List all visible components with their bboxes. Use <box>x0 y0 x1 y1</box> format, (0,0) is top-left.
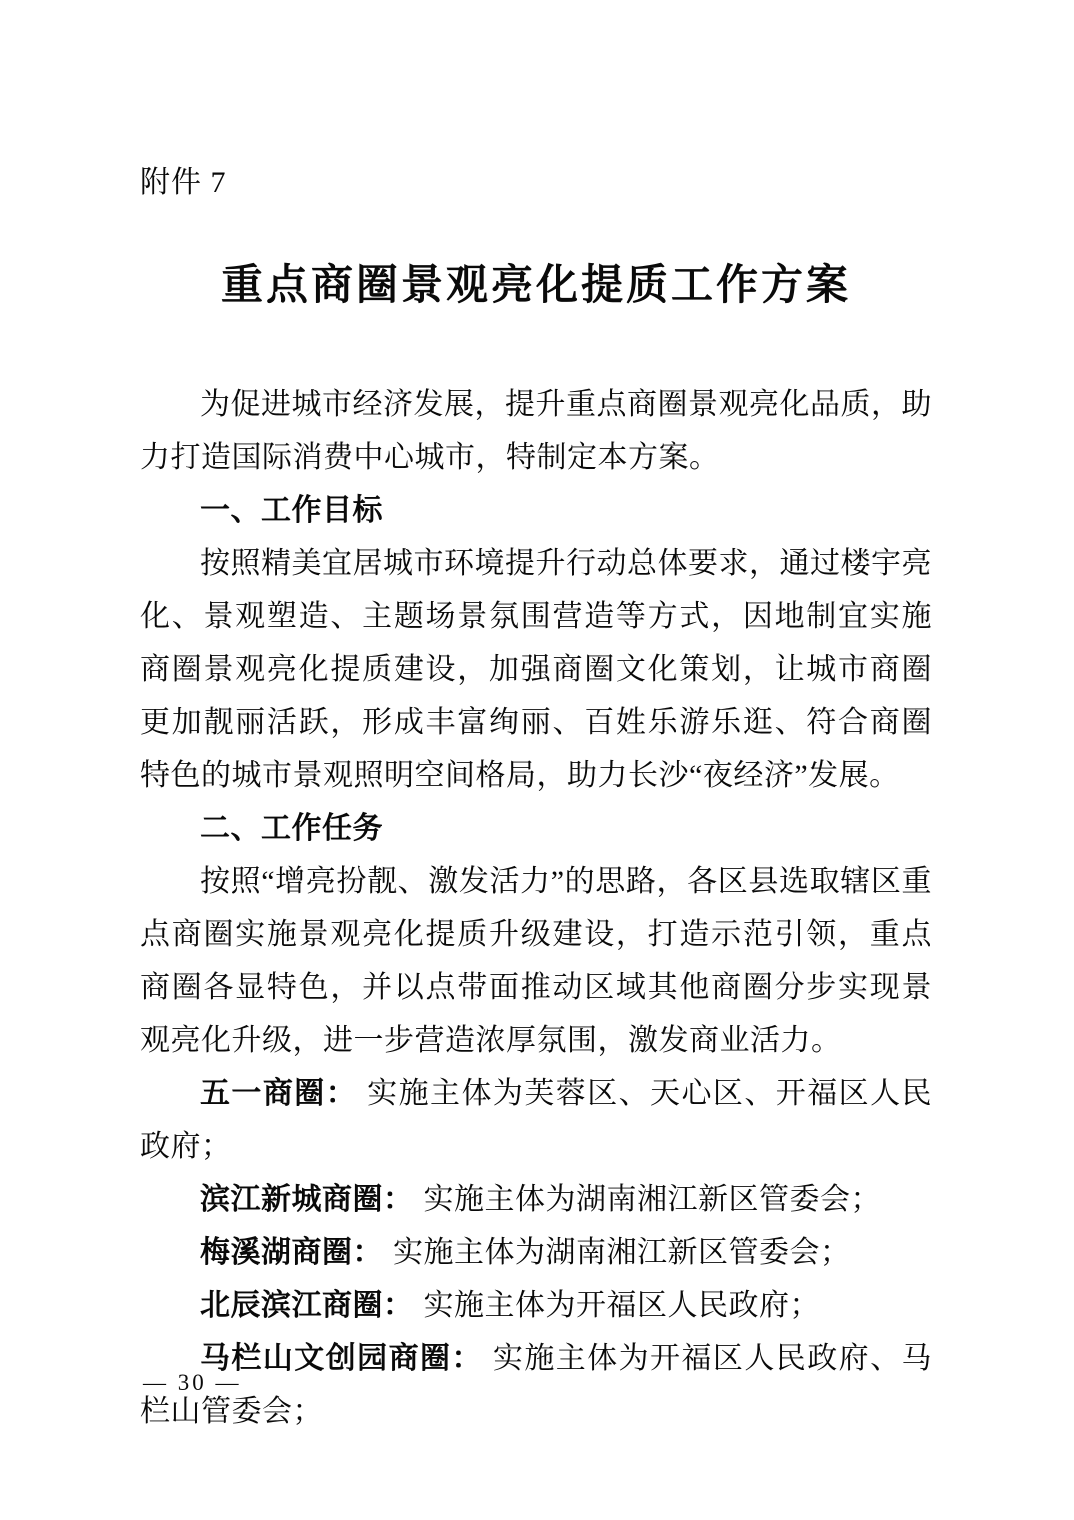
section-2-paragraph: 按照“增亮扮靓、激发活力”的思路，各区县选取辖区重点商圈实施景观亮化提质升级建设，打造示范引领，重点商圈各显特色，并以点带面推动区域其他商圈分步实现景观亮化升级，进一步营造浓厚氛围，激发商业活力。 <box>140 865 932 1057</box>
district-item-wuyi <box>140 1067 932 1173</box>
district-detail: 实施主体为湖南湘江新区管委会； <box>393 1236 851 1269</box>
page-number: — 30 — <box>143 1370 242 1395</box>
document-title: 重点商圈景观亮化提质工作方案 <box>220 263 851 309</box>
district-detail: 实施主体为开福区人民政府； <box>423 1289 820 1322</box>
district-detail: 实施主体为湖南湘江新区管委会； <box>423 1183 881 1216</box>
district-name: 滨江新城商圈： <box>200 1183 414 1216</box>
district-detail: 实施主体为芙蓉区、天心区、开福区人民政府； <box>140 1077 933 1163</box>
district-name: 北辰滨江商圈： <box>200 1289 414 1322</box>
section-1-heading: 一、工作目标 <box>200 494 383 527</box>
district-name: 马栏山文创园商圈： <box>200 1342 483 1375</box>
document-content <box>140 378 932 1438</box>
district-item-malanshan <box>140 1332 932 1438</box>
district-item-beichenbinjiang <box>140 1279 932 1332</box>
document-body <box>140 166 932 1438</box>
section-2-heading: 二、工作任务 <box>200 812 383 845</box>
district-item-binjiangxincheng <box>140 1173 932 1226</box>
district-name: 梅溪湖商圈： <box>200 1236 383 1269</box>
section-1-paragraph: 按照精美宜居城市环境提升行动总体要求，通过楼宇亮化、景观塑造、主题场景氛围营造等方式，因地制宜实施商圈景观亮化提质建设，加强商圈文化策划，让城市商圈更加靓丽活跃，形成丰富绚丽、百姓乐游乐逛、符合商圈特色的城市景观照明空间格局，助力长沙“夜经济”发展。 <box>140 547 932 792</box>
district-item-meixihu <box>140 1226 932 1279</box>
district-name: 五一商圈： <box>200 1077 358 1110</box>
district-detail: 实施主体为开福区人民政府、马栏山管委会； <box>140 1342 933 1428</box>
attachment-label: 附件 7 <box>140 166 227 199</box>
intro-paragraph: 为促进城市经济发展，提升重点商圈景观亮化品质，助力打造国际消费中心城市，特制定本方案。 <box>140 388 932 474</box>
